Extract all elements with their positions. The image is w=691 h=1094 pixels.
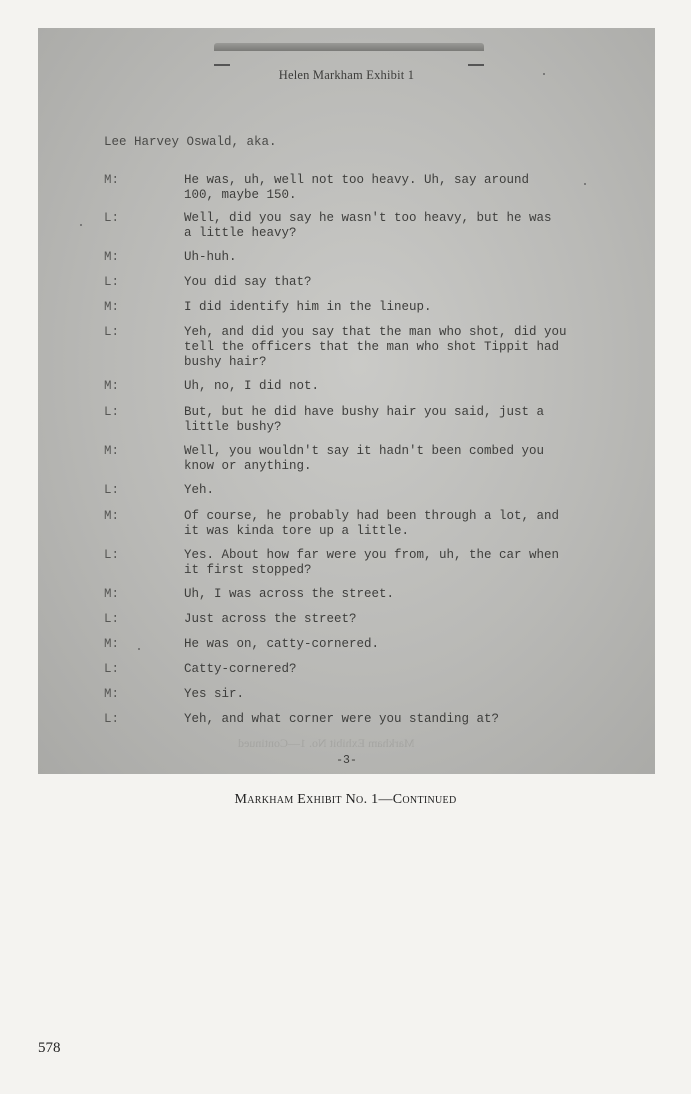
speaker-label: L: bbox=[104, 275, 120, 289]
page-number: -3- bbox=[336, 754, 357, 767]
speech-text: He was, uh, well not too heavy. Uh, say around 100, maybe 150. bbox=[184, 173, 530, 202]
speech-text: Well, did you say he wasn't too heavy, but he was a little heavy? bbox=[184, 211, 552, 240]
speech-text: Of course, he probably had been through a lot, and it was kinda tore up a little. bbox=[184, 509, 560, 538]
speaker-label: L: bbox=[104, 712, 120, 726]
speech-text: Just across the street? bbox=[184, 612, 357, 626]
speech-text: Uh, no, I did not. bbox=[184, 379, 320, 393]
speech-text: Uh, I was across the street. bbox=[184, 587, 395, 601]
speaker-label: M: bbox=[104, 444, 120, 458]
speech-text: Yes. About how far were you from, uh, the car when it first stopped? bbox=[184, 548, 560, 577]
speech-text: Yes sir. bbox=[184, 687, 245, 701]
speaker-label: M: bbox=[104, 300, 120, 314]
binder-tick-left bbox=[214, 64, 230, 66]
binder-tick-right bbox=[468, 64, 484, 66]
speaker-label: M: bbox=[104, 173, 120, 187]
page-folio: 578 bbox=[38, 1040, 61, 1056]
speech-text: Uh-huh. bbox=[184, 250, 237, 264]
speaker-label: L: bbox=[104, 405, 120, 419]
speech-text: But, but he did have bushy hair you said, just a little bushy? bbox=[184, 405, 545, 434]
speaker-label: L: bbox=[104, 325, 120, 339]
subject-line: Lee Harvey Oswald, aka. bbox=[104, 135, 277, 149]
speaker-label: M: bbox=[104, 509, 120, 523]
speech-text: Yeh, and did you say that the man who shot, did you tell the officers that the man who shot Tippit had bushy hair? bbox=[184, 325, 567, 369]
binder-clip bbox=[214, 43, 484, 51]
speech-text: You did say that? bbox=[184, 275, 312, 289]
speech-text: He was on, catty-cornered. bbox=[184, 637, 380, 651]
speech-text: Well, you wouldn't say it hadn't been combed you know or anything. bbox=[184, 444, 545, 473]
show-through-text: Markham Exhibit No. 1—Continued bbox=[238, 736, 415, 750]
speech-text: Catty-cornered? bbox=[184, 662, 297, 676]
speck bbox=[138, 648, 140, 650]
speaker-label: M: bbox=[104, 687, 120, 701]
speaker-label: L: bbox=[104, 662, 120, 676]
document-photo bbox=[38, 28, 655, 774]
speaker-label: M: bbox=[104, 250, 120, 264]
speaker-label: L: bbox=[104, 211, 120, 225]
speaker-label: M: bbox=[104, 637, 120, 651]
exhibit-title: Helen Markham Exhibit 1 bbox=[278, 68, 415, 82]
speaker-label: L: bbox=[104, 483, 120, 497]
speech-text: Yeh. bbox=[184, 483, 215, 497]
speaker-label: L: bbox=[104, 612, 120, 626]
exhibit-caption: Markham Exhibit No. 1—Continued bbox=[234, 792, 457, 807]
speech-text: I did identify him in the lineup. bbox=[184, 300, 432, 314]
speck bbox=[584, 183, 586, 185]
speaker-label: L: bbox=[104, 548, 120, 562]
speaker-label: M: bbox=[104, 379, 120, 393]
speck bbox=[80, 224, 82, 226]
speck bbox=[543, 73, 545, 75]
speaker-label: M: bbox=[104, 587, 120, 601]
speech-text: Yeh, and what corner were you standing at? bbox=[184, 712, 500, 726]
